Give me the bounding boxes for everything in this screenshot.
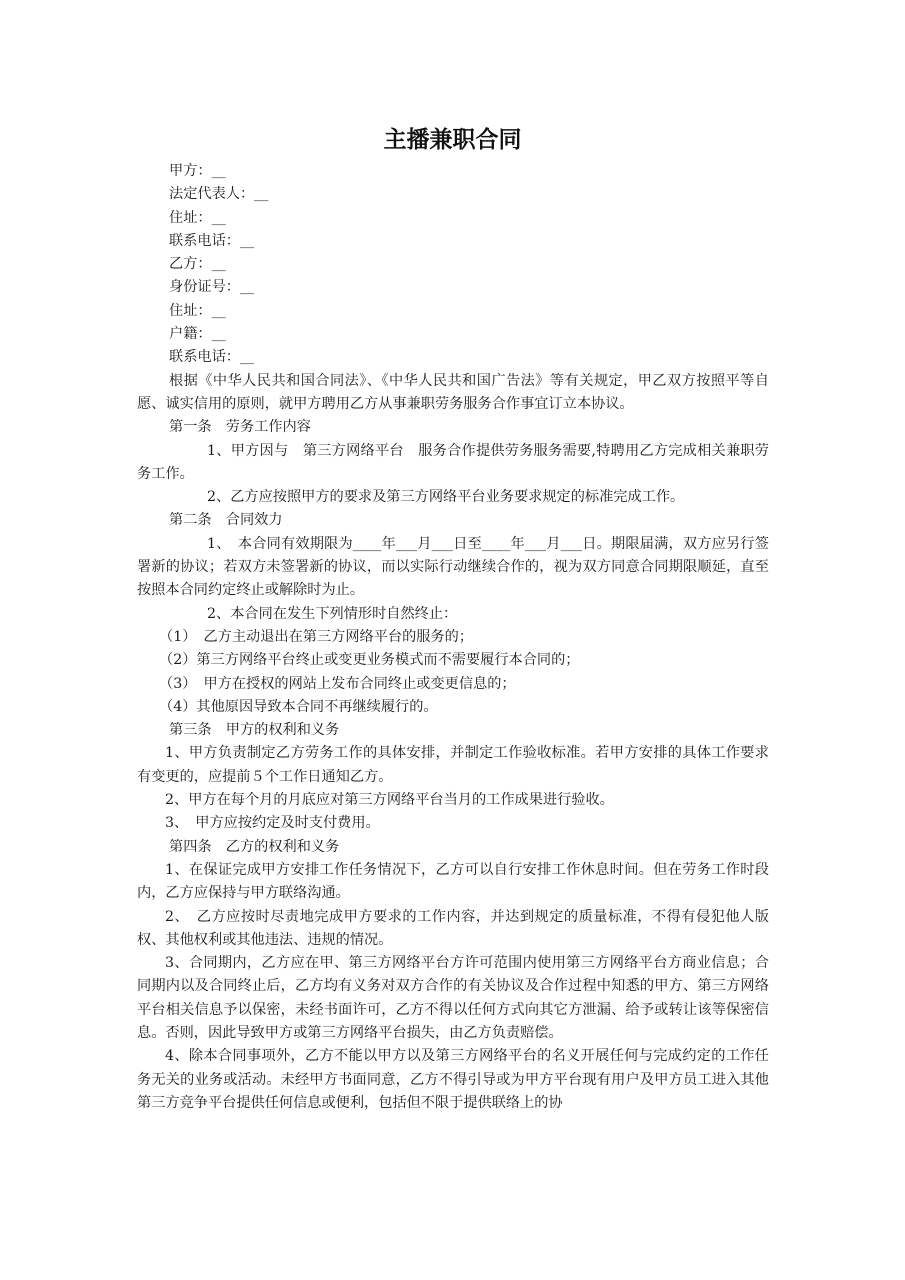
clause-paragraph: 2、 乙方应按时尽责地完成甲方要求的工作内容，并达到规定的质量标准，不得有侵犯他人版权、其他权利或其他违法、违规的情况。 (137, 908, 769, 948)
clause-paragraph: 1、 本合同有效期限为____年___月___日至____年___月___日。期限届满，双方应另行签署新的协议；若双方未签署新的协议，而以实际行动继续合作的，视为双方同意合同期限顺延，直至按照本合同约定终止或解除时为止。 (137, 535, 769, 599)
clause-paragraph: 2、本合同在发生下列情形时自然终止： (207, 605, 458, 622)
party-line: 联系电话：__ (169, 349, 255, 366)
party-line: 身份证号：__ (169, 279, 255, 296)
party-line: 法定代表人：__ (169, 186, 269, 203)
clause-paragraph: 3、 甲方应按约定及时支付费用。 (165, 815, 380, 832)
article-heading: 第一条 劳务工作内容 (169, 419, 311, 436)
clause-paragraph: 2、甲方在每个月的月底应对第三方网络平台当月的工作成果进行验收。 (165, 792, 614, 809)
clause-paragraph: 1、甲方负责制定乙方劳务工作的具体安排，并制定工作验收标准。若甲方安排的具体工作要求有变更的，应提前５个工作日通知乙方。 (137, 745, 769, 785)
clause-paragraph: 1、甲方因与 第三方网络平台 服务合作提供劳务服务需要,特聘用乙方完成相关兼职劳务工作。 (137, 442, 769, 482)
party-line: 住址：__ (169, 302, 226, 319)
article-heading: 第四条 乙方的权利和义务 (169, 838, 340, 855)
clause-paragraph: 1、在保证完成甲方安排工作任务情况下，乙方可以自行安排工作休息时间。但在劳务工作时段内，乙方应保持与甲方联络沟通。 (137, 861, 769, 902)
party-line: 住址：__ (169, 209, 226, 226)
document-title: 主播兼职合同 (383, 127, 522, 153)
list-item: （4）其他原因导致本合同不再继续履行的。 (159, 698, 438, 715)
document-body (137, 160, 769, 1115)
clause-paragraph: 2、乙方应按照甲方的要求及第三方网络平台业务要求规定的标准完成工作。 (207, 489, 685, 506)
clause-paragraph: 3、合同期内，乙方应在甲、第三方网络平台方许可范围内使用第三方网络平台方商业信息；合同期内以及合同终止后，乙方均有义务对双方合作的有关协议及合作过程中知悉的甲方、第三方网络平台相关信息予以保密，未经书面许可，乙方不得以任何方式向其它方泄漏、给予或转让该等保密信息。否则，因此导致甲方或第三方网络平台损失，由乙方负责赔偿。 (137, 955, 769, 1041)
clause-paragraph: 4、除本合同事项外，乙方不能以甲方以及第三方网络平台的名义开展任何与完成约定的工作任务无关的业务或活动。未经甲方书面同意，乙方不得引导或为甲方平台现有用户及甲方员工进入其他第三方竞争平台提供任何信息或便利，包括但不限于提供联络上的协 (137, 1048, 769, 1111)
list-item: （2）第三方网络平台终止或变更业务模式而不需要履行本合同的； (159, 652, 580, 669)
article-heading: 第二条 合同效力 (169, 512, 283, 529)
party-line: 乙方：__ (169, 256, 226, 273)
party-line: 联系电话：__ (169, 232, 255, 249)
list-item: （1） 乙方主动退出在第三方网络平台的服务的； (159, 628, 474, 645)
intro-paragraph: 根据《中华人民共和国合同法》、《中华人民共和国广告法》等有关规定，甲乙双方按照平等自愿、诚实信用的原则，就甲方聘用乙方从事兼职劳务服务合作事宜订立本协议。 (137, 372, 769, 412)
party-line: 户籍：__ (169, 326, 226, 343)
list-item: （3） 甲方在授权的网站上发布合同终止或变更信息的； (159, 675, 516, 692)
party-line: 甲方：__ (169, 163, 226, 179)
article-heading: 第三条 甲方的权利和义务 (169, 722, 340, 739)
